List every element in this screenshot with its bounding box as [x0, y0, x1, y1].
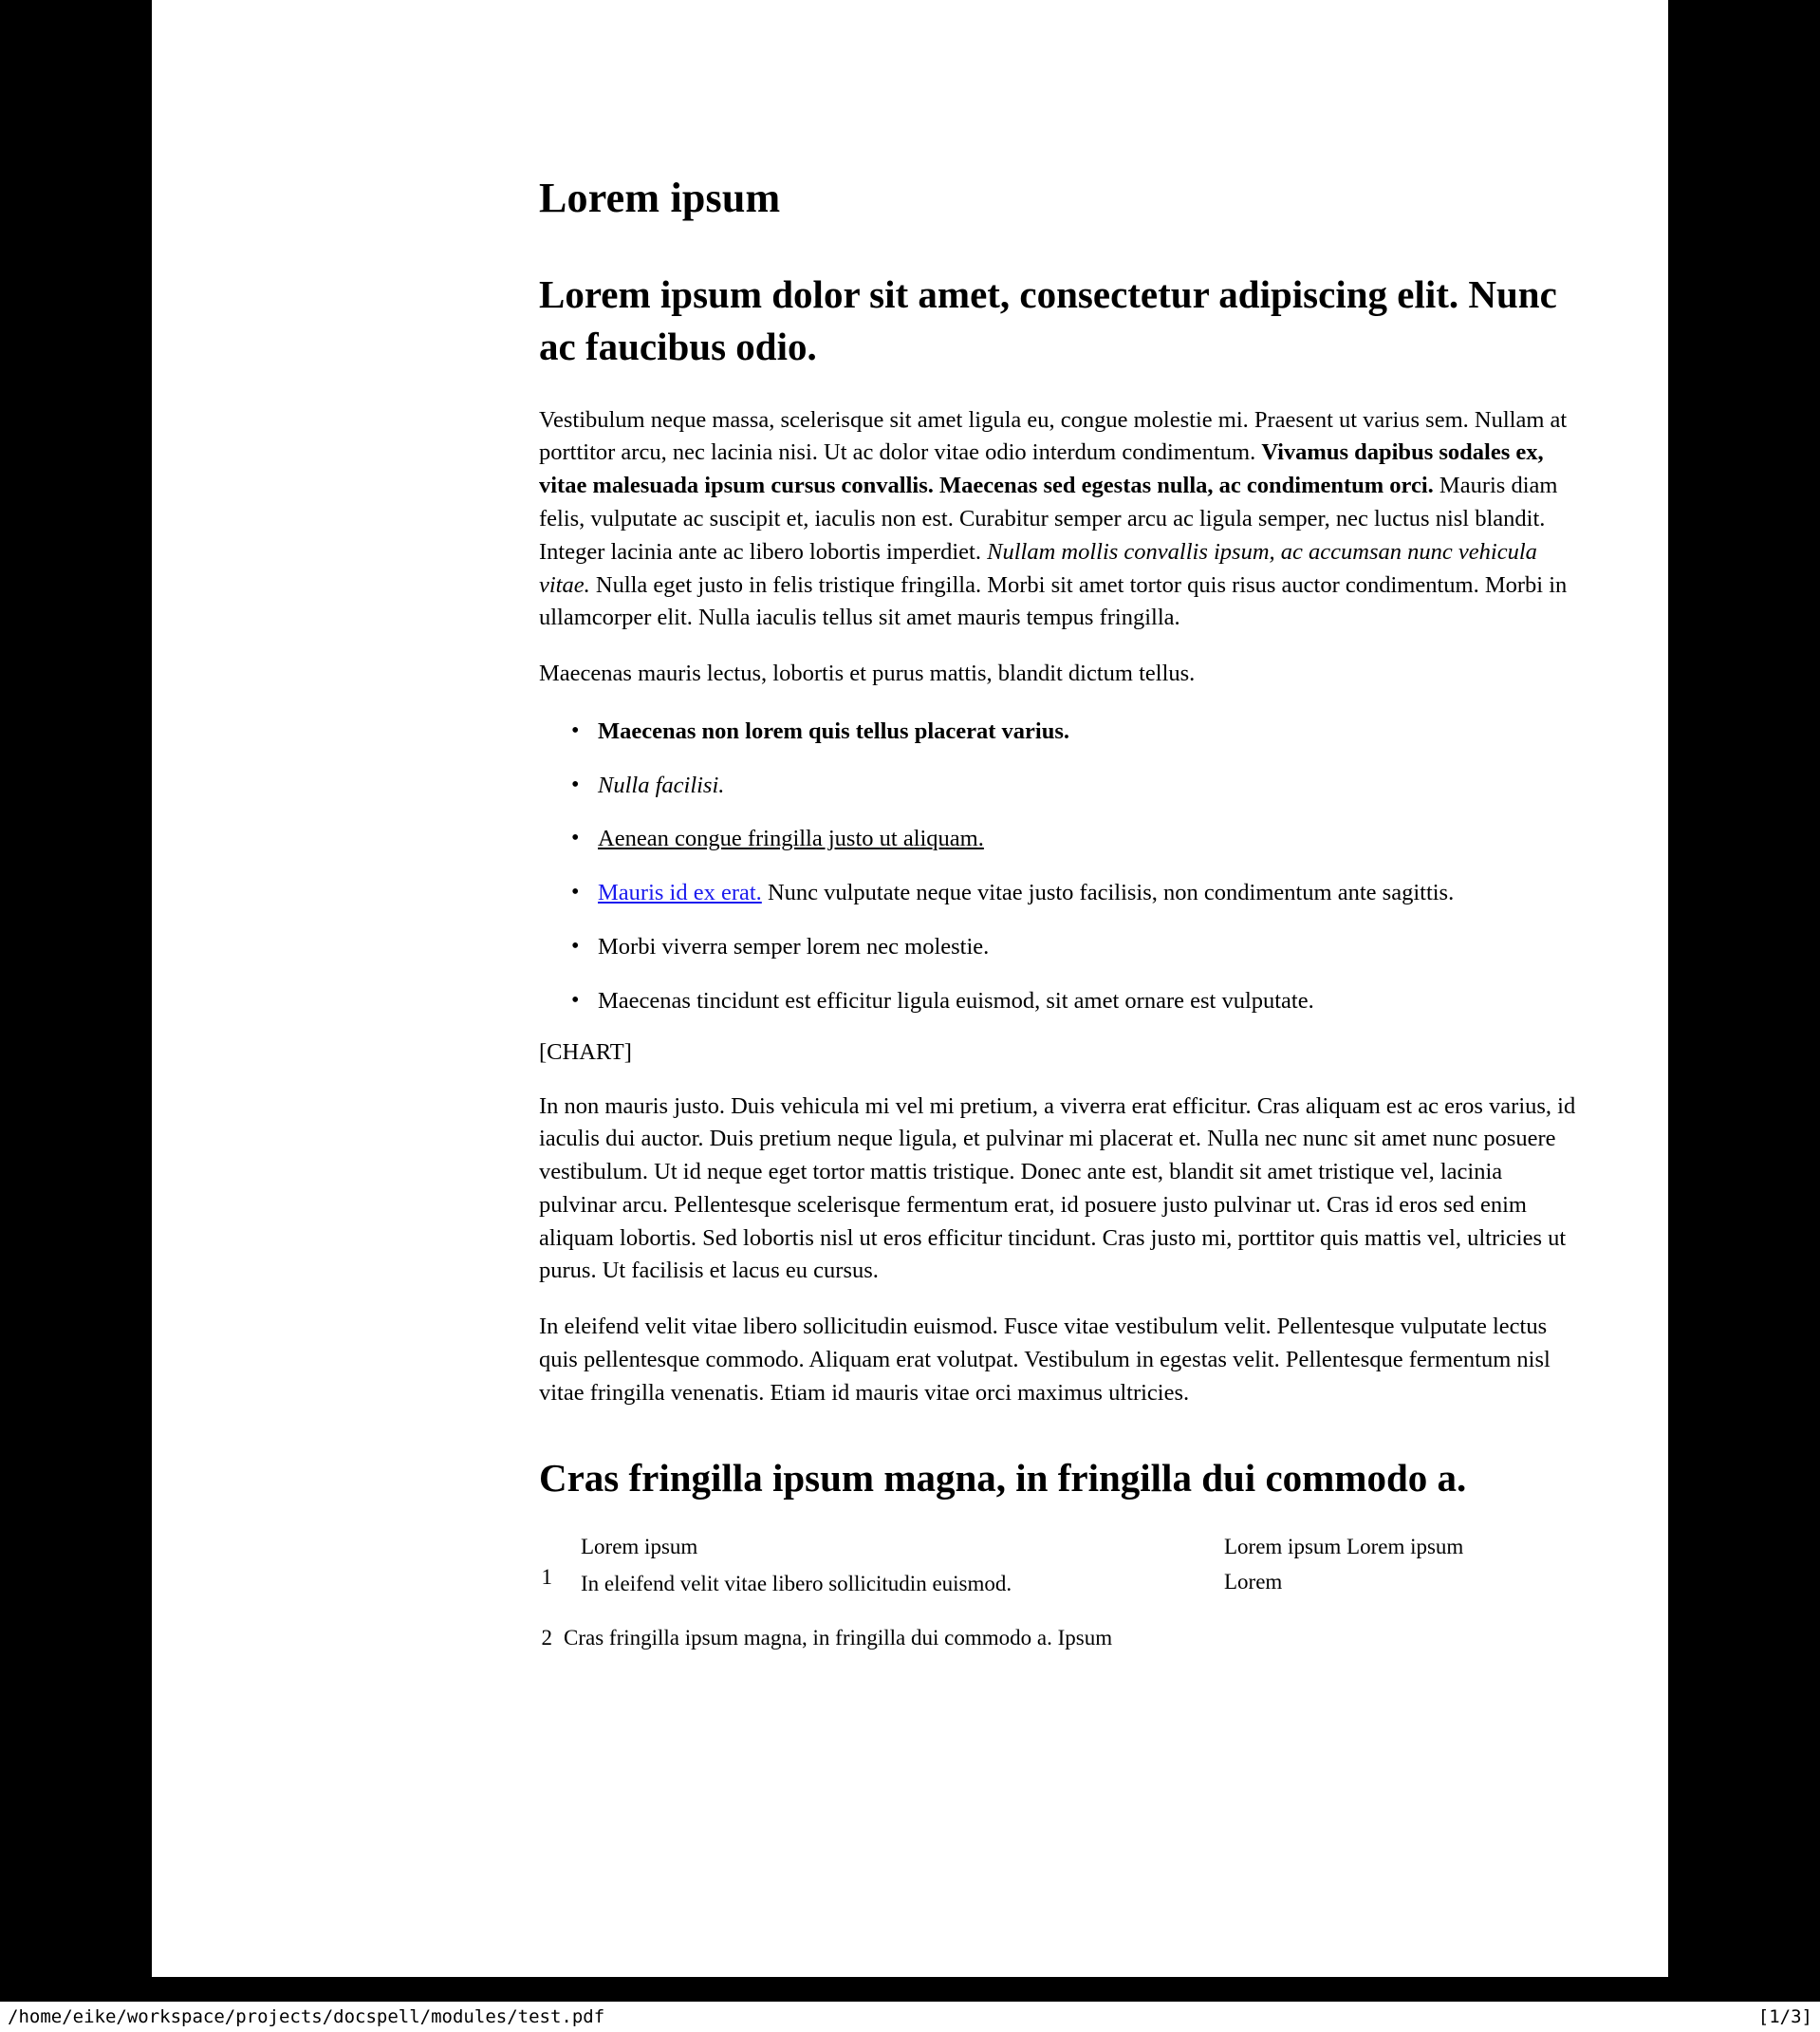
- file-path: /home/eike/workspace/projects/docspell/modules/test.pdf: [8, 2006, 605, 2027]
- table-row: [539, 1532, 1578, 1599]
- paragraph-2: Maecenas mauris lectus, lobortis et purus mattis, blandit dictum tellus.: [539, 661, 1196, 687]
- table-cell-a-line-2: In eleifend velit vitae libero sollicitudin euismod.: [581, 1571, 1012, 1595]
- paragraph-1-part-1: Vestibulum neque massa, scelerisque sit amet ligula eu, congue molestie mi. Praesent ut varius sem. Nullam at porttitor arcu, nec lacinia nisi. Ut ac dolor vitae odio interdum condimentum.: [539, 406, 1568, 466]
- paragraph-1-bold-1: Vivamus dapibus sodales ex, vitae malesuada ipsum cursus convallis. Maecenas sed egestas nulla, ac condimentum orci.: [539, 439, 1544, 499]
- list-item: [598, 985, 1578, 1018]
- chart-placeholder: [CHART]: [539, 1038, 632, 1065]
- paragraph-1: [539, 404, 1578, 635]
- list-item: [598, 823, 1578, 856]
- table-cell-a: [560, 1532, 1224, 1599]
- paragraph-1-part-2: Mauris diam felis, vulputate ac suscipit et, iaculis non est. Curabitur semper arcu ac ligula semper, nec luctus nisl blandit. Integer lacinia ante ac libero lobortis imperdiet.: [539, 473, 1558, 565]
- list-item: [598, 770, 1578, 803]
- section-heading-2: Cras fringilla ipsum magna, in fringilla dui commodo a.: [539, 1455, 1467, 1500]
- status-bar: [0, 2002, 1820, 2032]
- table-row: [539, 1623, 1578, 1652]
- list-item-text: Morbi viverra semper lorem nec molestie.: [598, 933, 990, 960]
- page-title: Lorem ipsum: [539, 175, 781, 221]
- list-item-text: Aenean congue fringilla justo ut aliquam.: [598, 826, 984, 852]
- section-heading-1: Lorem ipsum dolor sit amet, consectetur adipiscing elit. Nunc ac faucibus odio.: [539, 272, 1557, 368]
- paragraph-3: In non mauris justo. Duis vehicula mi vel mi pretium, a viverra erat efficitur. Cras aliquam est ac eros varius, id iaculis dui auctor. Duis pretium neque ligula, et pulvinar mi placerat et. Nulla nec nunc sit amet nunc posuere vestibulum. Ut id neque eget tortor mattis tristique. Donec ante est, blandit sit amet tristique vel, lacinia pulvinar arcu. Pellentesque scelerisque fermentum erat, id posuere justo pulvinar ut. Cras id eros sed enim aliquam lobortis. Sed lobortis nisl ut eros efficitur tincidunt. Cras justo mi, porttitor quis mattis vel, ultricies ut purus. Ut facilisis et lacus eu cursus.: [539, 1092, 1576, 1284]
- bullet-list: [539, 716, 1578, 1018]
- paragraph-1-part-3: Nulla eget justo in felis tristique fringilla. Morbi sit amet tortor quis risus auctor condimentum. Morbi in ullamcorper elit. Nulla iaculis tellus sit amet mauris tempus fringilla.: [539, 571, 1568, 631]
- table-cell-number: 2: [541, 1626, 552, 1650]
- data-table: [539, 1532, 1578, 1653]
- paragraph-4: In eleifend velit vitae libero sollicitudin euismod. Fusce vitae vestibulum velit. Pellentesque vulputate lectus quis pellentesque commodo. Aliquam erat volutpat. Vestibulum in egestas velit. Pellentesque fermentum nisl vitae fringilla venenatis. Etiam id mauris vitae orci maximus ultricies.: [539, 1314, 1551, 1406]
- table-cell-a-line-1: Lorem ipsum: [581, 1534, 698, 1558]
- table-cell-a: Cras fringilla ipsum magna, in fringilla dui commodo a. Ipsum: [564, 1626, 1113, 1650]
- list-item: [598, 877, 1578, 910]
- list-item: [598, 931, 1578, 964]
- table-cell-b-line-1: Lorem ipsum Lorem ipsum: [1224, 1534, 1464, 1558]
- page-content: [539, 176, 1578, 1652]
- table-cell-b-line-2: Lorem: [1224, 1569, 1283, 1594]
- list-item-text: Nunc vulputate neque vitae justo facilisis, non condimentum ante sagittis.: [761, 880, 1455, 906]
- list-item-text: Nulla facilisi.: [598, 772, 725, 798]
- document-page: [152, 0, 1668, 1977]
- page-indicator: [1/3]: [1757, 2006, 1812, 2027]
- table-cell-number: 1: [541, 1564, 552, 1589]
- list-item-link[interactable]: Mauris id ex erat.: [598, 880, 762, 906]
- list-item-text: Maecenas non lorem quis tellus placerat varius.: [598, 718, 1070, 744]
- table-cell-b: [1224, 1532, 1578, 1597]
- list-item-text: Maecenas tincidunt est efficitur ligula euismod, sit amet ornare est vulputate.: [598, 987, 1314, 1014]
- list-item: [598, 716, 1578, 749]
- paragraph-1-italic-1: Nullam mollis convallis ipsum, ac accumsan nunc vehicula vitae.: [539, 538, 1537, 598]
